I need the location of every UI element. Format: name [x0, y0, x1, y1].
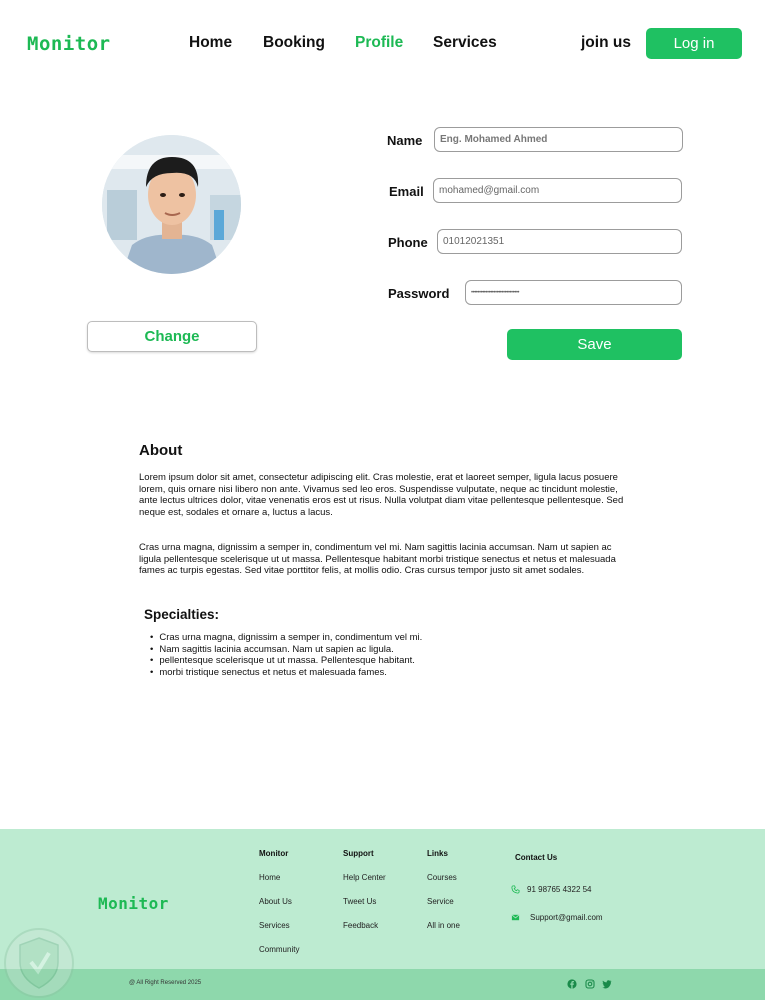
- about-paragraph-1: Lorem ipsum dolor sit amet, consectetur adipiscing elit. Cras molestie, erat et laoreet semper, ligula lacus posuere lorem, quis ornare nisi libero non ante. Vivamus sed leo eros. Suspendisse vulputate, neque ac tincidunt molestie, ante lectus ultrices dolor, vitae venenatis eros est ut risus. Nulla volutpat diam vitae pellentesque pellentesque. Sed neque est, sodales et ornare a, luctus a lacus.: [139, 472, 624, 518]
- mail-icon: [511, 913, 520, 922]
- instagram-icon[interactable]: [585, 979, 595, 989]
- nav-services[interactable]: Services: [433, 34, 497, 51]
- phone-field[interactable]: [437, 229, 682, 254]
- phone-label: Phone: [388, 235, 428, 250]
- avatar: [102, 135, 241, 274]
- specialties-heading: Specialties:: [144, 607, 220, 622]
- contact-phone[interactable]: 91 98765 4322 54: [527, 885, 592, 894]
- footer-link-services[interactable]: Services: [259, 921, 290, 930]
- facebook-icon[interactable]: [567, 979, 577, 989]
- list-item: • Cras urna magna, dignissim a semper in, condimentum vel mi.: [150, 632, 422, 644]
- nav-home[interactable]: Home: [189, 34, 233, 51]
- password-field[interactable]: [465, 280, 682, 305]
- email-field[interactable]: [433, 178, 682, 203]
- name-field[interactable]: [434, 127, 683, 152]
- name-label: Name: [387, 133, 423, 148]
- email-label: Email: [389, 184, 424, 199]
- footer-link-courses[interactable]: Courses: [427, 873, 457, 882]
- copyright-text: @ All Right Reserved 2025: [129, 980, 202, 986]
- footer-link-help-center[interactable]: Help Center: [343, 873, 386, 882]
- list-item: • Nam sagittis lacinia accumsan. Nam ut sapien ac ligula.: [150, 644, 422, 656]
- footer-col-links-title: Links: [427, 849, 448, 858]
- profile-photo: [102, 135, 241, 274]
- contact-email[interactable]: Support@gmail.com: [530, 913, 603, 922]
- footer-link-community[interactable]: Community: [259, 945, 300, 954]
- footer-link-home[interactable]: Home: [259, 873, 281, 882]
- save-button[interactable]: Save: [507, 329, 682, 360]
- about-heading: About: [139, 442, 183, 459]
- login-button[interactable]: Log in: [646, 28, 742, 59]
- footer-bottom-bar: [0, 969, 765, 1000]
- password-label: Password: [388, 286, 450, 301]
- footer-col-monitor-title: Monitor: [259, 849, 289, 858]
- list-item: • pellentesque scelerisque ut ut massa. Pellentesque habitant.: [150, 655, 422, 667]
- footer-link-service[interactable]: Service: [427, 897, 454, 906]
- footer-link-about[interactable]: About Us: [259, 897, 292, 906]
- shield-watermark-icon: [2, 926, 76, 1000]
- footer-link-tweet-us[interactable]: Tweet Us: [343, 897, 377, 906]
- footer-link-feedback[interactable]: Feedback: [343, 921, 379, 930]
- nav-booking[interactable]: Booking: [263, 34, 325, 51]
- site-logo[interactable]: Monitor: [27, 33, 111, 55]
- change-photo-button[interactable]: Change: [87, 321, 257, 352]
- join-us-link[interactable]: join us: [581, 34, 631, 51]
- nav-profile[interactable]: Profile: [355, 34, 404, 51]
- phone-icon: [511, 885, 520, 894]
- footer-logo[interactable]: Monitor: [98, 894, 169, 913]
- list-item: • morbi tristique senectus et netus et malesuada fames.: [150, 667, 422, 679]
- contact-heading: Contact Us: [515, 853, 558, 862]
- footer-link-all-in-one[interactable]: All in one: [427, 921, 460, 930]
- footer-col-support-title: Support: [343, 849, 374, 858]
- twitter-icon[interactable]: [602, 979, 612, 989]
- about-paragraph-2: Cras urna magna, dignissim a semper in, condimentum vel mi. Nam sagittis lacinia accumsan. Nam ut sapien ac ligula pellentesque scelerisque ut ut massa. Pellentesque habitant morbi tristique senectus et netus et malesuada fames ac turpis egestas. Sed vitae porttitor felis, at mollis odio. Cras cursus tempor justo sit amet sodales.: [139, 542, 616, 576]
- specialties-list: [150, 632, 422, 679]
